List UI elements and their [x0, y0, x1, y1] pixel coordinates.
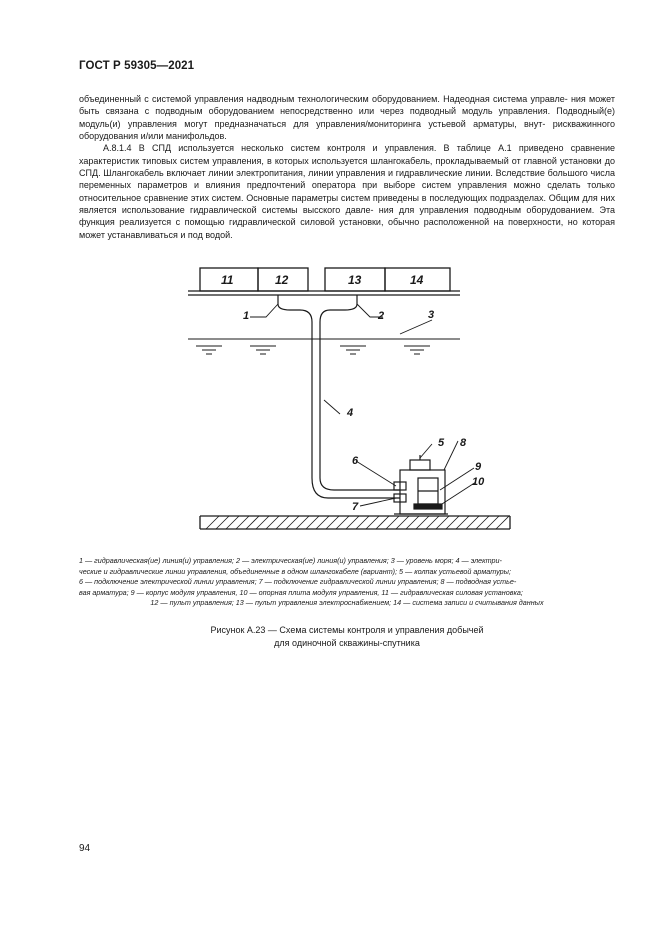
- label-10: 10: [472, 476, 485, 488]
- text-line: ния может быть связана с подводным оборудованием непосредственно или через подводный модуль управления.: [79, 94, 615, 117]
- paragraph-a8-1-4: [79, 142, 615, 241]
- label-4: 4: [347, 407, 354, 419]
- label-9: 9: [475, 461, 482, 473]
- page-number: 94: [79, 843, 91, 854]
- body-text: [79, 93, 615, 241]
- label-11: 11: [221, 273, 234, 287]
- label-14: 14: [410, 273, 424, 287]
- document-header: ГОСТ Р 59305—2021: [79, 60, 195, 72]
- caption-line-2: для одиночной скважины-спутника: [274, 637, 420, 648]
- caption-line-1: Рисунок А.23 — Схема системы контроля и управления добычей: [210, 625, 484, 635]
- leader-lines: [250, 304, 476, 506]
- label-2: 2: [378, 310, 385, 322]
- legend-line: 12 — пульт управления; 13 — пульт управления электроснабжением; 14 — система записи и считывания данных: [150, 598, 544, 608]
- legend-line: 6 — подключение электрической линии управления; 7 — подключение гидравлической линии управления; 8 — подводная устье-: [79, 577, 517, 587]
- umbilical-inner-line: [320, 295, 400, 490]
- seabed: [200, 516, 510, 529]
- label-6: 6: [352, 455, 359, 467]
- platform-deck: [188, 291, 460, 295]
- text-line: Вследствие большого числа переменных параметров и влияния предпочтений оператора при выборе систем: [79, 168, 615, 191]
- legend-line: 1 — гидравлическая(ие) линия(и) управления; 2 — электрическая(ие) линия(и) управления; 3 — уровень моря; 4 — электри-: [79, 556, 502, 565]
- label-8: 8: [460, 437, 467, 449]
- control-system-diagram: [180, 262, 520, 542]
- label-7: 7: [352, 501, 359, 513]
- text-line: установки до СПД. Шлангокабель включает линии электропитания, линии управления и гидравлические линии.: [79, 155, 615, 179]
- label-3: 3: [428, 309, 435, 321]
- text-line: рискважинного оборудования и/или манифольдов.: [79, 118, 615, 142]
- sea-level: [188, 339, 460, 354]
- control-module-base-plate: [414, 504, 442, 509]
- umbilical-lines: [278, 295, 400, 498]
- text-line: управления можно сделать только относительное сравнение этих систем. Основные параметры систем приведены: [79, 180, 615, 203]
- subsea-tree: [394, 455, 448, 514]
- figure-legend: [79, 556, 615, 609]
- text-line: объединенный с системой управления надводным технологическим оборудованием. Надеодная система управле-: [79, 94, 568, 104]
- tree-cap: [410, 460, 430, 470]
- text-line: ния для управления подводным оборудованием. Эта функция реализуется с помощью гидравлической силовой: [79, 205, 615, 228]
- legend-line: вая арматура; 9 — корпус модуля управления, 10 — опорная плита модуля управления, 11 — гидравлическая силовая установка;: [79, 587, 523, 597]
- label-12: 12: [275, 273, 289, 287]
- figure-caption: [79, 624, 615, 649]
- text-line: Подводный(е) модуль(и) управления могут предназначаться для управления/мониторинга устьевой арматуры, внут-: [79, 106, 615, 129]
- text-line: установки, обычно расположенной на поверхности, но которая может устанавливаться и под водой.: [79, 217, 615, 240]
- label-1: 1: [243, 310, 250, 322]
- paragraph-continuation: [79, 93, 615, 142]
- label-5: 5: [438, 437, 445, 449]
- label-13: 13: [348, 273, 362, 287]
- umbilical-outer-line: [278, 295, 400, 498]
- legend-line: ческие и гидравлические линии управления, объединенные в одном шлангокабеле (вариант); 5 — колпак устьевой арматуры;: [79, 566, 511, 576]
- text-line: характеристик типовых систем управления, в которых используется шлангокабель, прокладываемый от главной: [79, 155, 557, 166]
- text-line: в последующих подразделах. Общим для них является использование гидравлической системы высского давле-: [79, 192, 615, 216]
- text-line: А.8.1.4 В СПД используется несколько систем контроля и управления. В таблице А.1 приведено сравнение: [103, 143, 615, 154]
